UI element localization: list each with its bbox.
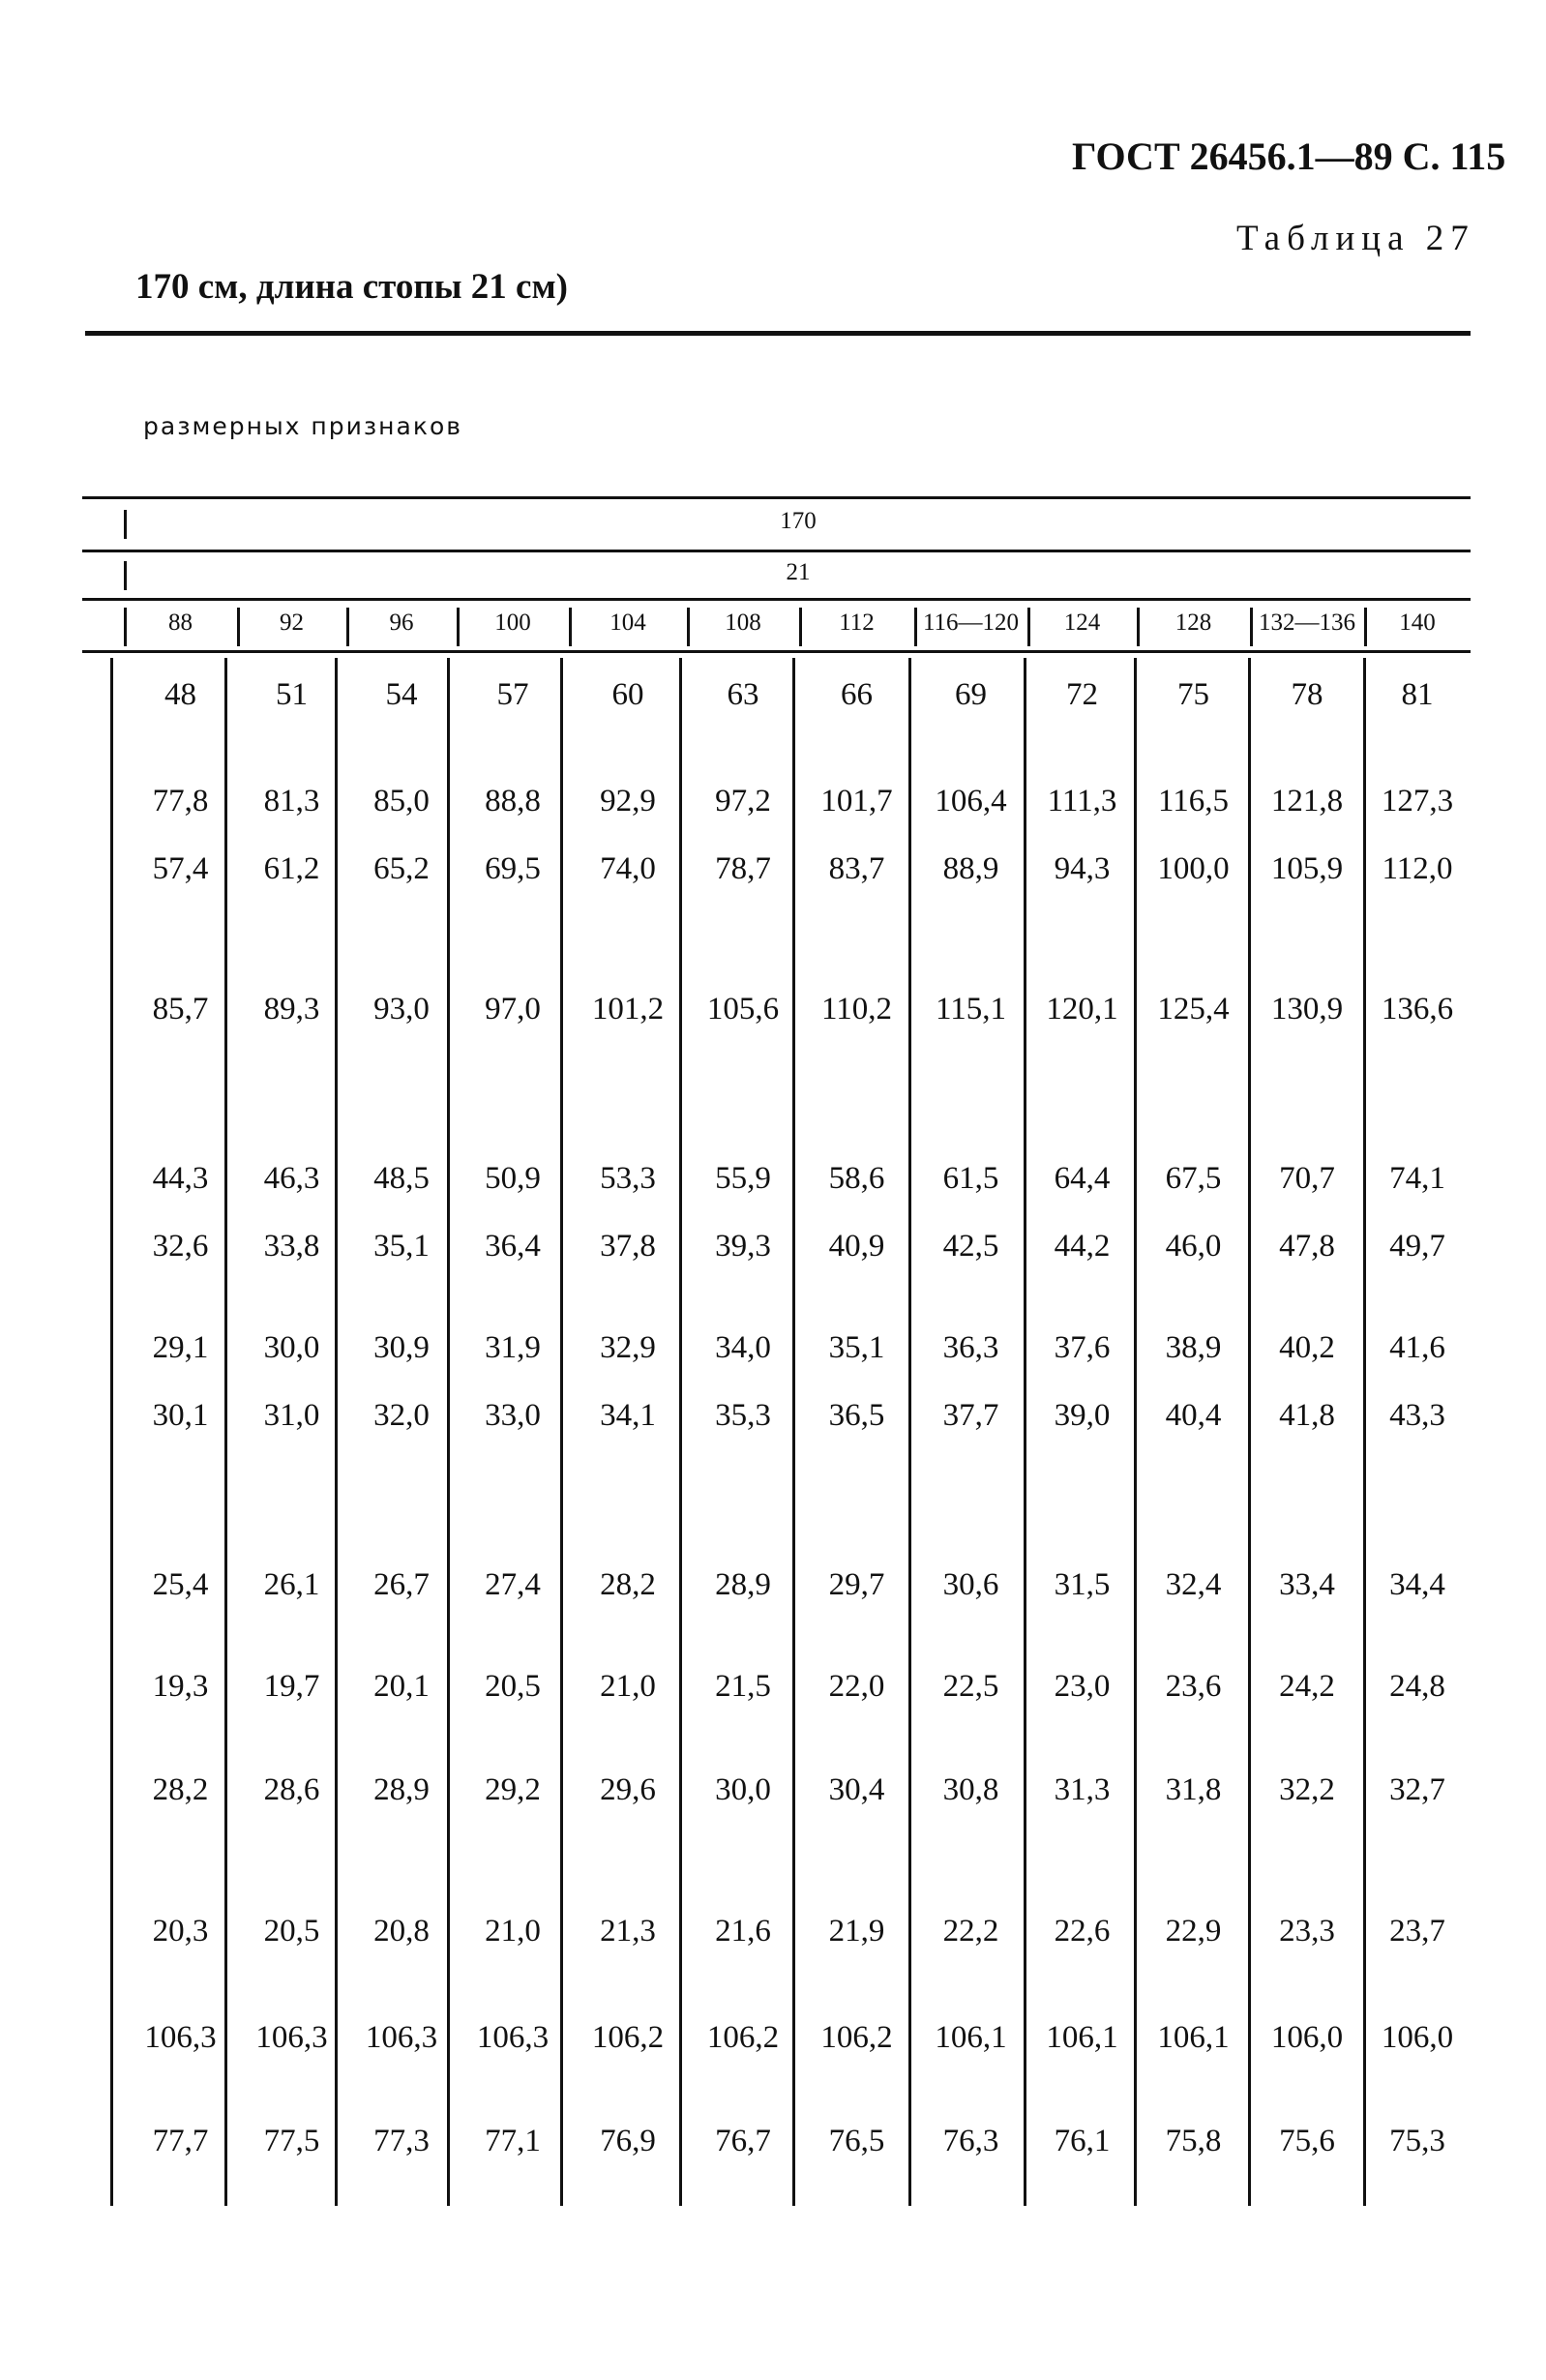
- table-cell: 35,1: [373, 1229, 430, 1264]
- table-cell: 38,9: [1165, 1330, 1222, 1365]
- table-cell: 28,6: [263, 1772, 320, 1807]
- table-cell: 22,6: [1054, 1914, 1111, 1949]
- table-cell: 32,2: [1279, 1772, 1335, 1807]
- table-cell: 35,1: [828, 1330, 885, 1365]
- table-cell: 65,2: [373, 851, 430, 886]
- table-cell: 33,8: [263, 1229, 320, 1264]
- table-cell: 30,0: [715, 1772, 771, 1807]
- table-cell: 32,7: [1389, 1772, 1445, 1807]
- table-cell: 127,3: [1381, 784, 1454, 818]
- table-rule-height: [82, 550, 1471, 552]
- table-cell: 67,5: [1165, 1161, 1222, 1196]
- table-cell: 101,7: [820, 784, 893, 818]
- table-cell: 77,3: [373, 2124, 430, 2158]
- table-cell: 31,5: [1054, 1567, 1111, 1602]
- column-header: 96: [389, 610, 414, 636]
- table-cell: 125,4: [1157, 992, 1230, 1026]
- table-cell: 40,4: [1165, 1398, 1222, 1433]
- table-cell: 24,8: [1389, 1669, 1445, 1704]
- table-cell: 75,6: [1279, 2124, 1335, 2158]
- table-cell: 88,9: [942, 851, 999, 886]
- table-cell: 48: [164, 677, 196, 712]
- table-cell: 78: [1291, 677, 1323, 712]
- table-cell: 106,0: [1381, 2020, 1454, 2055]
- table-cell: 37,8: [600, 1229, 656, 1264]
- table-cell: 69: [955, 677, 987, 712]
- table-cell: 30,8: [942, 1772, 999, 1807]
- header-column-separator: [687, 608, 690, 646]
- table-cell: 44,3: [152, 1161, 209, 1196]
- table-cell: 46,0: [1165, 1229, 1222, 1264]
- table-cell: 97,0: [485, 992, 541, 1026]
- table-cell: 29,7: [828, 1567, 885, 1602]
- table-cell: 20,1: [373, 1669, 430, 1704]
- table-cell: 21,9: [828, 1914, 885, 1949]
- table-cell: 64,4: [1054, 1161, 1111, 1196]
- table-cell: 32,0: [373, 1398, 430, 1433]
- table-cell: 81,3: [263, 784, 320, 818]
- table-cell: 31,8: [1165, 1772, 1222, 1807]
- table-subtitle: размерных признаков: [143, 412, 462, 440]
- table-cell: 27,4: [485, 1567, 541, 1602]
- table-cell: 49,7: [1389, 1229, 1445, 1264]
- table-cell: 106,3: [144, 2020, 217, 2055]
- header-column-separator: [1250, 608, 1253, 646]
- table-cell: 20,5: [263, 1914, 320, 1949]
- table-cell: 19,7: [263, 1669, 320, 1704]
- table-cell: 20,8: [373, 1914, 430, 1949]
- table-title-fragment: 170 см, длина стопы 21 см): [135, 267, 568, 307]
- table-cell: 30,4: [828, 1772, 885, 1807]
- table-cell: 22,2: [942, 1914, 999, 1949]
- table-cell: 106,0: [1270, 2020, 1344, 2055]
- table-cell: 41,8: [1279, 1398, 1335, 1433]
- table-cell: 106,2: [591, 2020, 665, 2055]
- table-cell: 39,3: [715, 1229, 771, 1264]
- table-cell: 106,3: [365, 2020, 438, 2055]
- table-cell: 58,6: [828, 1161, 885, 1196]
- table-cell: 28,2: [152, 1772, 209, 1807]
- table-cell: 29,1: [152, 1330, 209, 1365]
- table-cell: 51: [276, 677, 308, 712]
- header-column-separator: [1364, 608, 1367, 646]
- table-cell: 20,5: [485, 1669, 541, 1704]
- table-cell: 36,3: [942, 1330, 999, 1365]
- table-cell: 70,7: [1279, 1161, 1335, 1196]
- column-header: 108: [725, 610, 761, 636]
- table-cell: 32,6: [152, 1229, 209, 1264]
- header-column-separator: [346, 608, 349, 646]
- header-column-separator: [569, 608, 572, 646]
- table-cell: 31,0: [263, 1398, 320, 1433]
- table-cell: 31,9: [485, 1330, 541, 1365]
- header-column-separator: [237, 608, 240, 646]
- table-cell: 106,3: [255, 2020, 328, 2055]
- header-column-separator: [914, 608, 917, 646]
- body-column-separator: [1248, 658, 1251, 2206]
- column-header: 112: [839, 610, 875, 636]
- table-cell: 83,7: [828, 851, 885, 886]
- column-header: 132—136: [1259, 610, 1355, 636]
- table-cell: 69,5: [485, 851, 541, 886]
- table-cell: 42,5: [942, 1229, 999, 1264]
- header-column-separator: [1137, 608, 1140, 646]
- table-cell: 32,4: [1165, 1567, 1222, 1602]
- table-cell: 23,3: [1279, 1914, 1335, 1949]
- table-cell: 54: [385, 677, 418, 712]
- table-cell: 75: [1177, 677, 1209, 712]
- table-cell: 75,3: [1389, 2124, 1445, 2158]
- table-cell: 55,9: [715, 1161, 771, 1196]
- table-cell: 61,5: [942, 1161, 999, 1196]
- column-header: 92: [280, 610, 304, 636]
- table-cell: 40,9: [828, 1229, 885, 1264]
- table-rule-header-bottom: [82, 650, 1471, 653]
- table-cell: 77,1: [485, 2124, 541, 2158]
- table-cell: 33,4: [1279, 1567, 1335, 1602]
- column-header: 88: [168, 610, 193, 636]
- table-cell: 40,2: [1279, 1330, 1335, 1365]
- table-cell: 19,3: [152, 1669, 209, 1704]
- column-header: 124: [1063, 610, 1101, 636]
- table-rule-top: [82, 496, 1471, 499]
- table-cell: 92,9: [600, 784, 656, 818]
- column-header: 116—120: [922, 610, 1020, 636]
- table-rule-foot: [82, 598, 1471, 601]
- column-header: 128: [1174, 610, 1212, 636]
- table-cell: 23,6: [1165, 1669, 1222, 1704]
- column-header: 104: [609, 610, 646, 636]
- table-cell: 47,8: [1279, 1229, 1335, 1264]
- table-cell: 81: [1401, 677, 1434, 712]
- table-cell: 34,0: [715, 1330, 771, 1365]
- header-column-separator: [124, 608, 127, 646]
- table-cell: 105,9: [1270, 851, 1344, 886]
- table-cell: 106,2: [706, 2020, 780, 2055]
- table-cell: 111,3: [1047, 784, 1117, 818]
- table-cell: 116,5: [1157, 784, 1230, 818]
- table-cell: 30,9: [373, 1330, 430, 1365]
- column-header: 140: [1399, 610, 1436, 636]
- table-cell: 33,0: [485, 1398, 541, 1433]
- table-cell: 50,9: [485, 1161, 541, 1196]
- table-cell: 46,3: [263, 1161, 320, 1196]
- foot-label: 21: [786, 559, 811, 585]
- table-cell: 32,9: [600, 1330, 656, 1365]
- table-cell: 43,3: [1389, 1398, 1445, 1433]
- table-cell: 24,2: [1279, 1669, 1335, 1704]
- table-cell: 20,3: [152, 1914, 209, 1949]
- table-cell: 21,3: [600, 1914, 656, 1949]
- table-cell: 57: [496, 677, 529, 712]
- table-cell: 39,0: [1054, 1398, 1111, 1433]
- table-cell: 28,9: [373, 1772, 430, 1807]
- table-cell: 78,7: [715, 851, 771, 886]
- table-cell: 77,8: [152, 784, 209, 818]
- table-cell: 110,2: [820, 992, 893, 1026]
- table-cell: 88,8: [485, 784, 541, 818]
- table-cell: 72: [1066, 677, 1098, 712]
- header-column-separator: [1027, 608, 1030, 646]
- table-cell: 25,4: [152, 1567, 209, 1602]
- table-cell: 77,7: [152, 2124, 209, 2158]
- table-cell: 29,2: [485, 1772, 541, 1807]
- table-cell: 85,7: [152, 992, 209, 1026]
- table-cell: 35,3: [715, 1398, 771, 1433]
- table-cell: 97,2: [715, 784, 771, 818]
- table-cell: 130,9: [1270, 992, 1344, 1026]
- table-cell: 37,6: [1054, 1330, 1111, 1365]
- header-column-separator: [457, 608, 460, 646]
- table-cell: 31,3: [1054, 1772, 1111, 1807]
- table-cell: 34,1: [600, 1398, 656, 1433]
- table-cell: 21,0: [485, 1914, 541, 1949]
- table-cell: 75,8: [1165, 2124, 1222, 2158]
- table-cell: 106,2: [820, 2020, 893, 2055]
- table-cell: 101,2: [591, 992, 665, 1026]
- table-cell: 74,0: [600, 851, 656, 886]
- table-cell: 60: [611, 677, 644, 712]
- table-cell: 112,0: [1382, 851, 1453, 886]
- table-cell: 63: [727, 677, 759, 712]
- table-cell: 28,9: [715, 1567, 771, 1602]
- table-label: Таблица 27: [1236, 219, 1475, 258]
- table-cell: 106,1: [1046, 2020, 1118, 2055]
- table-cell: 76,3: [942, 2124, 999, 2158]
- table-cell: 106,1: [1157, 2020, 1230, 2055]
- header-column-separator: [799, 608, 802, 646]
- table-cell: 76,5: [828, 2124, 885, 2158]
- table-cell: 21,5: [715, 1669, 771, 1704]
- table-cell: 30,6: [942, 1567, 999, 1602]
- table-cell: 26,1: [263, 1567, 320, 1602]
- table-cell: 41,6: [1389, 1330, 1445, 1365]
- table-cell: 93,0: [373, 992, 430, 1026]
- title-rule: [85, 331, 1471, 336]
- table-cell: 106,1: [935, 2020, 1007, 2055]
- table-cell: 23,7: [1389, 1914, 1445, 1949]
- table-cell: 21,6: [715, 1914, 771, 1949]
- table-cell: 48,5: [373, 1161, 430, 1196]
- table-cell: 61,2: [263, 851, 320, 886]
- table-cell: 22,0: [828, 1669, 885, 1704]
- table-cell: 57,4: [152, 851, 209, 886]
- table-cell: 120,1: [1046, 992, 1118, 1026]
- table-cell: 121,8: [1270, 784, 1344, 818]
- table-cell: 76,1: [1054, 2124, 1111, 2158]
- table-cell: 53,3: [600, 1161, 656, 1196]
- table-cell: 100,0: [1157, 851, 1230, 886]
- table-cell: 115,1: [935, 992, 1007, 1026]
- height-label: 170: [780, 508, 817, 534]
- table-cell: 23,0: [1054, 1669, 1111, 1704]
- table-cell: 85,0: [373, 784, 430, 818]
- table-cell: 76,7: [715, 2124, 771, 2158]
- table-cell: 34,4: [1389, 1567, 1445, 1602]
- table-cell: 26,7: [373, 1567, 430, 1602]
- table-cell: 21,0: [600, 1669, 656, 1704]
- table-cell: 44,2: [1054, 1229, 1111, 1264]
- table-cell: 105,6: [706, 992, 780, 1026]
- table-cell: 94,3: [1054, 851, 1111, 886]
- table-cell: 89,3: [263, 992, 320, 1026]
- table-cell: 28,2: [600, 1567, 656, 1602]
- table-cell: 74,1: [1389, 1161, 1445, 1196]
- body-column-separator: [110, 658, 113, 2206]
- table-cell: 136,6: [1381, 992, 1454, 1026]
- column-header: 100: [494, 610, 531, 636]
- table-cell: 22,5: [942, 1669, 999, 1704]
- table-cell: 106,4: [935, 784, 1007, 818]
- table-cell: 30,1: [152, 1398, 209, 1433]
- table-cell: 30,0: [263, 1330, 320, 1365]
- table-cell: 106,3: [476, 2020, 550, 2055]
- table-cell: 76,9: [600, 2124, 656, 2158]
- gost-page-header: ГОСТ 26456.1—89 С. 115: [1072, 134, 1506, 178]
- table-cell: 37,7: [942, 1398, 999, 1433]
- table-cell: 36,4: [485, 1229, 541, 1264]
- table-cell: 36,5: [828, 1398, 885, 1433]
- table-cell: 77,5: [263, 2124, 320, 2158]
- table-cell: 66: [841, 677, 873, 712]
- table-cell: 29,6: [600, 1772, 656, 1807]
- table-cell: 22,9: [1165, 1914, 1222, 1949]
